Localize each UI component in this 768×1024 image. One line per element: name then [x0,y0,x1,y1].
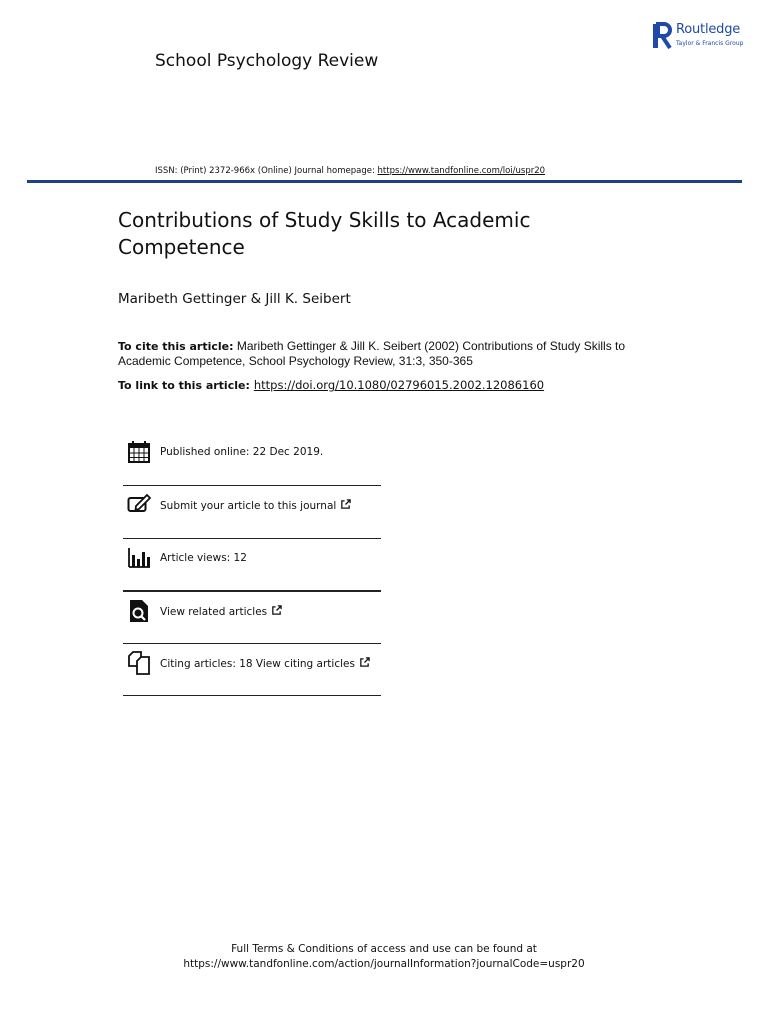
link-label: To link to this article: [118,379,250,392]
article-title: Contributions of Study Skills to Academic Competence [118,208,531,259]
external-link-icon [340,499,351,510]
article-views-text: Article views: 12 [160,552,247,564]
cite-text: Maribeth Gettinger & Jill K. Seibert (2002) Contributions of Study Skills to Academic Competence, School Psychology Review, 31:3, 350-365 [118,339,626,368]
terms-url[interactable]: https://www.tandfonline.com/action/journalInformation?journalCode=uspr20 [183,958,585,970]
external-link-icon [271,605,282,616]
logo-name: Routledge [676,22,741,37]
terms-line: Full Terms & Conditions of access and use can be found at [231,943,537,955]
edit-icon [127,493,151,517]
related-articles-label[interactable]: View related articles [160,606,268,618]
issn-text: ISSN: (Print) 2372-966x (Online) Journal homepage: [155,166,378,176]
document-search-icon [127,599,151,623]
issn-line [155,166,545,176]
external-link-icon [359,657,370,668]
doi-link[interactable]: https://doi.org/10.1080/02796015.2002.12086160 [253,378,545,392]
submit-article-label[interactable]: Submit your article to this journal [160,500,337,512]
journal-homepage-link[interactable]: https://www.tandfonline.com/loi/uspr20 [377,166,546,176]
cite-label: To cite this article: [118,340,234,353]
divider [123,485,381,486]
divider [123,695,381,696]
citing-documents-icon [127,651,151,675]
divider [123,643,381,644]
terms-footer [0,942,768,972]
citing-articles-label[interactable]: Citing articles: 18 View citing articles [160,658,355,670]
journal-title: School Psychology Review [155,51,379,71]
published-online-text: Published online: 22 Dec 2019. [160,446,324,458]
doi-line [118,378,544,392]
article-authors[interactable]: Maribeth Gettinger & Jill K. Seibert [118,291,351,307]
header-rule [27,180,742,183]
related-articles-text[interactable] [160,605,282,618]
submit-article-text[interactable] [160,499,351,512]
calendar-icon [127,440,151,464]
logo-subtitle: Taylor & Francis Group [676,40,744,47]
citation-block [118,339,648,369]
routledge-r-icon [652,22,672,50]
divider [123,538,381,539]
publisher-logo[interactable] [652,22,752,50]
divider [123,590,381,592]
bar-chart-icon [127,546,151,570]
citing-articles-text[interactable] [160,657,370,670]
